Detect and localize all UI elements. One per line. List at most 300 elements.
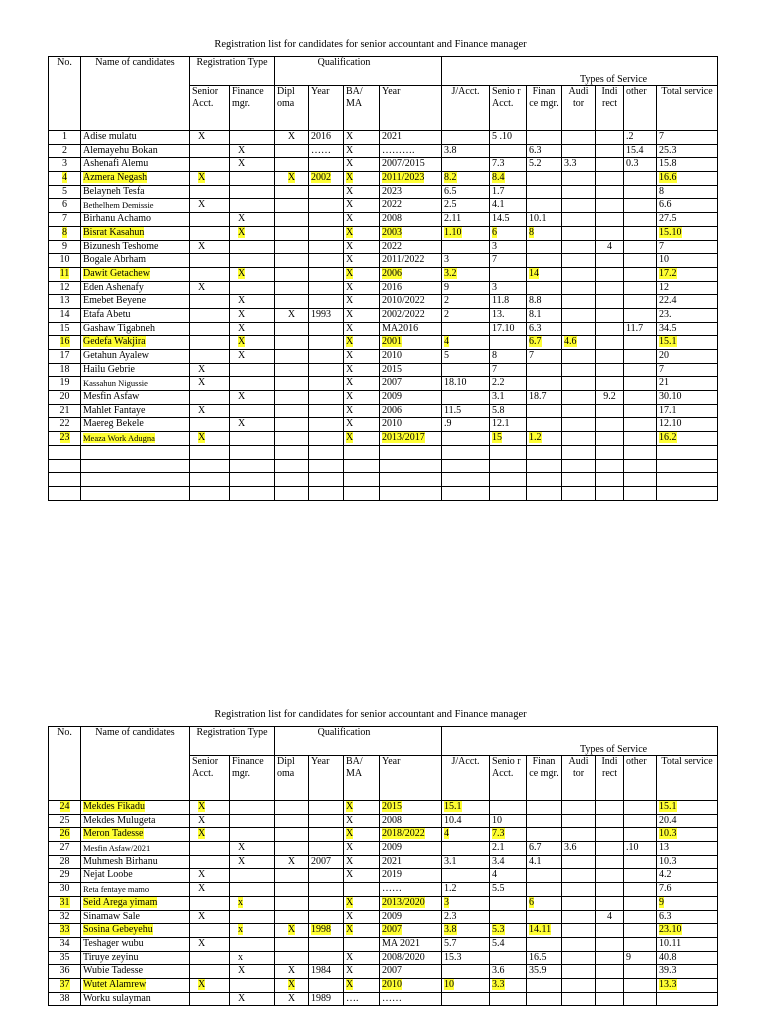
cell-senior-service: 3.3 bbox=[490, 978, 527, 992]
cell-no: 14 bbox=[49, 308, 81, 322]
cell-year-ba bbox=[380, 445, 442, 459]
cell-year bbox=[309, 445, 344, 459]
cell-no bbox=[49, 459, 81, 473]
cell-ba-ma: X bbox=[344, 158, 380, 172]
cell-senior-acct bbox=[190, 226, 230, 240]
cell-auditor bbox=[562, 322, 596, 336]
cell-other bbox=[624, 828, 657, 842]
header-senior-acct: Senior Acct. bbox=[190, 756, 230, 801]
cell-name: Ashenafi Alemu bbox=[81, 158, 190, 172]
cell-other bbox=[624, 883, 657, 897]
cell-total: 15.1 bbox=[657, 801, 718, 815]
table-row bbox=[49, 924, 718, 938]
cell-finance-mgr bbox=[230, 185, 275, 199]
cell-other bbox=[624, 336, 657, 350]
cell-finance-service bbox=[527, 404, 562, 418]
cell-auditor bbox=[562, 445, 596, 459]
cell-other bbox=[624, 937, 657, 951]
cell-year-ba: 2007 bbox=[380, 965, 442, 979]
cell-no: 15 bbox=[49, 322, 81, 336]
cell-indirect bbox=[596, 855, 624, 869]
cell-ba-ma: X bbox=[344, 213, 380, 227]
cell-indirect bbox=[596, 883, 624, 897]
header-other: other bbox=[624, 86, 657, 131]
cell-year-ba: 2009 bbox=[380, 842, 442, 856]
cell-auditor bbox=[562, 185, 596, 199]
cell-ba-ma: X bbox=[344, 322, 380, 336]
cell-total: 8 bbox=[657, 185, 718, 199]
cell-indirect bbox=[596, 801, 624, 815]
cell-no: 25 bbox=[49, 814, 81, 828]
cell-year: 1989 bbox=[309, 992, 344, 1006]
cell-senior-service: 5.5 bbox=[490, 883, 527, 897]
cell-indirect bbox=[596, 459, 624, 473]
cell-other bbox=[624, 896, 657, 910]
cell-ba-ma: X bbox=[344, 185, 380, 199]
cell-auditor bbox=[562, 295, 596, 309]
cell-other bbox=[624, 404, 657, 418]
cell-name: Sinamaw Sale bbox=[81, 910, 190, 924]
cell-finance-mgr bbox=[230, 404, 275, 418]
cell-ba-ma: X bbox=[344, 842, 380, 856]
cell-diploma bbox=[275, 363, 309, 377]
cell-finance-mgr: X bbox=[230, 992, 275, 1006]
cell-name: Adise mulatu bbox=[81, 131, 190, 145]
cell-senior-service: 3 bbox=[490, 240, 527, 254]
cell-year: 2002 bbox=[309, 172, 344, 186]
cell-finance-service bbox=[527, 418, 562, 432]
cell-no: 20 bbox=[49, 391, 81, 405]
cell-indirect bbox=[596, 418, 624, 432]
cell-year-ba: MA2016 bbox=[380, 322, 442, 336]
header-other: other bbox=[624, 756, 657, 801]
cell-name: Mahlet Fantaye bbox=[81, 404, 190, 418]
cell-finance-service bbox=[527, 910, 562, 924]
cell-finance-mgr: X bbox=[230, 213, 275, 227]
header-j-acct: J/Acct. bbox=[442, 756, 490, 801]
cell-senior-acct bbox=[190, 924, 230, 938]
cell-indirect bbox=[596, 158, 624, 172]
cell-finance-service bbox=[527, 869, 562, 883]
cell-other bbox=[624, 801, 657, 815]
cell-senior-service: 7.3 bbox=[490, 828, 527, 842]
cell-finance-mgr bbox=[230, 199, 275, 213]
cell-senior-acct bbox=[190, 486, 230, 500]
cell-senior-acct bbox=[190, 350, 230, 364]
cell-ba-ma: X bbox=[344, 172, 380, 186]
table-row bbox=[49, 158, 718, 172]
cell-indirect bbox=[596, 937, 624, 951]
cell-senior-service: 2.1 bbox=[490, 842, 527, 856]
cell-year-ba: 2010 bbox=[380, 978, 442, 992]
cell-no: 13 bbox=[49, 295, 81, 309]
header-diploma: Dipl oma bbox=[275, 756, 309, 801]
cell-name bbox=[81, 445, 190, 459]
cell-ba-ma: X bbox=[344, 336, 380, 350]
cell-year-ba: 2011/2022 bbox=[380, 254, 442, 268]
cell-year bbox=[309, 432, 344, 446]
cell-name: Maereg Bekele bbox=[81, 418, 190, 432]
cell-other bbox=[624, 459, 657, 473]
cell-j-acct: 2 bbox=[442, 295, 490, 309]
cell-year-ba: 2006 bbox=[380, 267, 442, 281]
cell-auditor bbox=[562, 828, 596, 842]
cell-finance-mgr bbox=[230, 432, 275, 446]
cell-total: 39.3 bbox=[657, 965, 718, 979]
page-title: Registration list for candidates for senior accountant and Finance manager bbox=[214, 39, 527, 50]
cell-senior-acct bbox=[190, 855, 230, 869]
table-row bbox=[49, 131, 718, 145]
cell-indirect bbox=[596, 144, 624, 158]
cell-finance-mgr bbox=[230, 937, 275, 951]
cell-name: Alemayehu Bokan bbox=[81, 144, 190, 158]
cell-other bbox=[624, 473, 657, 487]
cell-year bbox=[309, 240, 344, 254]
cell-total bbox=[657, 459, 718, 473]
cell-name: Hailu Gebrie bbox=[81, 363, 190, 377]
cell-total: 13 bbox=[657, 842, 718, 856]
cell-no: 3 bbox=[49, 158, 81, 172]
cell-name: Gashaw Tigabneh bbox=[81, 322, 190, 336]
cell-total: 16.2 bbox=[657, 432, 718, 446]
cell-no: 12 bbox=[49, 281, 81, 295]
cell-name bbox=[81, 486, 190, 500]
cell-finance-service: 7 bbox=[527, 350, 562, 364]
cell-no: 35 bbox=[49, 951, 81, 965]
cell-diploma bbox=[275, 350, 309, 364]
cell-ba-ma: X bbox=[344, 281, 380, 295]
cell-j-acct: 3.8 bbox=[442, 924, 490, 938]
cell-total: 10 bbox=[657, 254, 718, 268]
cell-auditor bbox=[562, 855, 596, 869]
cell-finance-mgr: X bbox=[230, 336, 275, 350]
table-row bbox=[49, 951, 718, 965]
table-row bbox=[49, 418, 718, 432]
cell-total: 9 bbox=[657, 896, 718, 910]
cell-senior-acct bbox=[190, 185, 230, 199]
cell-finance-service: 6.7 bbox=[527, 336, 562, 350]
table-row bbox=[49, 391, 718, 405]
cell-finance-mgr: X bbox=[230, 158, 275, 172]
cell-senior-acct bbox=[190, 951, 230, 965]
cell-no: 32 bbox=[49, 910, 81, 924]
cell-auditor bbox=[562, 240, 596, 254]
cell-senior-service: 5.4 bbox=[490, 937, 527, 951]
cell-other bbox=[624, 965, 657, 979]
cell-other bbox=[624, 350, 657, 364]
header-registration-type: Registration Type bbox=[190, 57, 275, 86]
cell-year-ba: 2007/2015 bbox=[380, 158, 442, 172]
cell-year-ba: 2006 bbox=[380, 404, 442, 418]
header-finance-mgr-service: Finan ce mgr. bbox=[527, 86, 562, 131]
cell-indirect: 9.2 bbox=[596, 391, 624, 405]
cell-year-ba: 2021 bbox=[380, 131, 442, 145]
cell-auditor bbox=[562, 473, 596, 487]
registration-block-2 bbox=[48, 708, 717, 1006]
table-row bbox=[49, 144, 718, 158]
cell-total: 34.5 bbox=[657, 322, 718, 336]
header-year: Year bbox=[309, 756, 344, 801]
cell-name: Nejat Loobe bbox=[81, 869, 190, 883]
cell-ba-ma: X bbox=[344, 240, 380, 254]
cell-indirect bbox=[596, 131, 624, 145]
cell-no: 27 bbox=[49, 842, 81, 856]
cell-ba-ma bbox=[344, 937, 380, 951]
table-row bbox=[49, 910, 718, 924]
cell-name: Azmera Negash bbox=[81, 172, 190, 186]
cell-year-ba: 2021 bbox=[380, 855, 442, 869]
cell-name: Kassahun Nigussie bbox=[81, 377, 190, 391]
cell-diploma: X bbox=[275, 978, 309, 992]
cell-senior-acct bbox=[190, 254, 230, 268]
cell-year bbox=[309, 185, 344, 199]
cell-ba-ma: X bbox=[344, 199, 380, 213]
cell-finance-mgr: x bbox=[230, 924, 275, 938]
cell-no: 7 bbox=[49, 213, 81, 227]
cell-j-acct bbox=[442, 445, 490, 459]
cell-year bbox=[309, 418, 344, 432]
cell-year-ba: 2019 bbox=[380, 869, 442, 883]
cell-finance-service bbox=[527, 473, 562, 487]
cell-j-acct bbox=[442, 459, 490, 473]
cell-diploma bbox=[275, 281, 309, 295]
cell-no: 16 bbox=[49, 336, 81, 350]
header-qualification: Qualification bbox=[275, 727, 442, 756]
cell-diploma bbox=[275, 896, 309, 910]
cell-indirect bbox=[596, 951, 624, 965]
table-row bbox=[49, 992, 718, 1006]
cell-diploma bbox=[275, 199, 309, 213]
cell-auditor: 3.6 bbox=[562, 842, 596, 856]
cell-finance-mgr: X bbox=[230, 391, 275, 405]
cell-senior-acct bbox=[190, 896, 230, 910]
cell-other bbox=[624, 377, 657, 391]
cell-indirect bbox=[596, 377, 624, 391]
cell-ba-ma: X bbox=[344, 951, 380, 965]
cell-name: Belayneh Tesfa bbox=[81, 185, 190, 199]
cell-year: …… bbox=[309, 144, 344, 158]
cell-auditor bbox=[562, 924, 596, 938]
cell-senior-acct bbox=[190, 144, 230, 158]
cell-finance-service bbox=[527, 486, 562, 500]
cell-other bbox=[624, 814, 657, 828]
cell-total: 25.3 bbox=[657, 144, 718, 158]
cell-year-ba bbox=[380, 473, 442, 487]
cell-senior-acct: X bbox=[190, 814, 230, 828]
cell-no: 37 bbox=[49, 978, 81, 992]
cell-no bbox=[49, 486, 81, 500]
cell-other: 11.7 bbox=[624, 322, 657, 336]
header-year: Year bbox=[309, 86, 344, 131]
cell-senior-acct: X bbox=[190, 172, 230, 186]
cell-year bbox=[309, 883, 344, 897]
header-finance-mgr: Finance mgr. bbox=[230, 86, 275, 131]
cell-senior-acct bbox=[190, 308, 230, 322]
cell-finance-mgr: X bbox=[230, 295, 275, 309]
cell-name: Emebet Beyene bbox=[81, 295, 190, 309]
cell-no: 17 bbox=[49, 350, 81, 364]
cell-diploma: X bbox=[275, 965, 309, 979]
header-total-service: Total service bbox=[657, 86, 718, 131]
cell-senior-service: 14.5 bbox=[490, 213, 527, 227]
cell-auditor bbox=[562, 459, 596, 473]
cell-other bbox=[624, 185, 657, 199]
cell-total: 7.6 bbox=[657, 883, 718, 897]
cell-j-acct bbox=[442, 391, 490, 405]
cell-senior-acct: X bbox=[190, 363, 230, 377]
empty-row bbox=[49, 473, 718, 487]
cell-ba-ma: X bbox=[344, 254, 380, 268]
cell-no: 33 bbox=[49, 924, 81, 938]
cell-finance-service bbox=[527, 199, 562, 213]
cell-year bbox=[309, 254, 344, 268]
cell-other: 9 bbox=[624, 951, 657, 965]
cell-j-acct: 15.1 bbox=[442, 801, 490, 815]
cell-ba-ma bbox=[344, 459, 380, 473]
registration-table-2 bbox=[48, 726, 718, 1006]
table-row bbox=[49, 267, 718, 281]
header-finance-mgr-service: Finan ce mgr. bbox=[527, 756, 562, 801]
cell-other: 15.4 bbox=[624, 144, 657, 158]
cell-year-ba bbox=[380, 459, 442, 473]
cell-no: 8 bbox=[49, 226, 81, 240]
cell-auditor bbox=[562, 377, 596, 391]
cell-ba-ma: X bbox=[344, 131, 380, 145]
cell-name: Dawit Getachew bbox=[81, 267, 190, 281]
cell-finance-service: 4.1 bbox=[527, 855, 562, 869]
cell-year bbox=[309, 978, 344, 992]
cell-auditor bbox=[562, 910, 596, 924]
cell-finance-mgr bbox=[230, 473, 275, 487]
cell-auditor bbox=[562, 965, 596, 979]
cell-other bbox=[624, 486, 657, 500]
cell-name: Wutet Alamrew bbox=[81, 978, 190, 992]
cell-indirect bbox=[596, 350, 624, 364]
table-row bbox=[49, 308, 718, 322]
cell-auditor bbox=[562, 486, 596, 500]
cell-auditor bbox=[562, 226, 596, 240]
cell-senior-service bbox=[490, 951, 527, 965]
cell-other bbox=[624, 172, 657, 186]
cell-other bbox=[624, 855, 657, 869]
cell-finance-service: 8 bbox=[527, 226, 562, 240]
cell-diploma bbox=[275, 226, 309, 240]
header-registration-type: Registration Type bbox=[190, 727, 275, 756]
cell-auditor bbox=[562, 978, 596, 992]
table-row bbox=[49, 896, 718, 910]
cell-ba-ma: X bbox=[344, 418, 380, 432]
cell-no: 18 bbox=[49, 363, 81, 377]
cell-auditor bbox=[562, 199, 596, 213]
header-auditor: Audi tor bbox=[562, 86, 596, 131]
cell-ba-ma: X bbox=[344, 432, 380, 446]
cell-year bbox=[309, 896, 344, 910]
cell-ba-ma: X bbox=[344, 391, 380, 405]
cell-j-acct bbox=[442, 322, 490, 336]
cell-senior-service bbox=[490, 801, 527, 815]
registration-table-1 bbox=[48, 56, 718, 501]
cell-no: 36 bbox=[49, 965, 81, 979]
cell-indirect bbox=[596, 267, 624, 281]
cell-finance-service bbox=[527, 240, 562, 254]
cell-name: Getahun Ayalew bbox=[81, 350, 190, 364]
cell-name: Teshager wubu bbox=[81, 937, 190, 951]
cell-auditor bbox=[562, 418, 596, 432]
cell-j-acct: 8.2 bbox=[442, 172, 490, 186]
cell-other bbox=[624, 418, 657, 432]
table-row bbox=[49, 432, 718, 446]
cell-finance-mgr: X bbox=[230, 322, 275, 336]
cell-ba-ma: X bbox=[344, 869, 380, 883]
cell-other bbox=[624, 432, 657, 446]
cell-other: .10 bbox=[624, 842, 657, 856]
cell-year bbox=[309, 828, 344, 842]
header-qualification: Qualification bbox=[275, 57, 442, 86]
cell-auditor bbox=[562, 308, 596, 322]
cell-total: 20 bbox=[657, 350, 718, 364]
cell-senior-service: 6 bbox=[490, 226, 527, 240]
header-senior-acct-service: Senio r Acct. bbox=[490, 756, 527, 801]
cell-year-ba: …… bbox=[380, 992, 442, 1006]
cell-indirect bbox=[596, 828, 624, 842]
cell-auditor bbox=[562, 144, 596, 158]
cell-auditor: 4.6 bbox=[562, 336, 596, 350]
cell-year bbox=[309, 801, 344, 815]
cell-ba-ma bbox=[344, 473, 380, 487]
cell-year-ba: 2011/2023 bbox=[380, 172, 442, 186]
cell-indirect bbox=[596, 295, 624, 309]
cell-name: Bizunesh Teshome bbox=[81, 240, 190, 254]
cell-year bbox=[309, 267, 344, 281]
cell-senior-service bbox=[490, 267, 527, 281]
cell-ba-ma: X bbox=[344, 267, 380, 281]
cell-name: Reta fentaye mamo bbox=[81, 883, 190, 897]
cell-finance-service bbox=[527, 883, 562, 897]
cell-senior-acct: X bbox=[190, 131, 230, 145]
cell-j-acct: 5 bbox=[442, 350, 490, 364]
cell-year-ba bbox=[380, 486, 442, 500]
cell-year bbox=[309, 404, 344, 418]
cell-year-ba: 2007 bbox=[380, 924, 442, 938]
cell-diploma bbox=[275, 814, 309, 828]
cell-year-ba: 2013/2017 bbox=[380, 432, 442, 446]
cell-ba-ma: X bbox=[344, 144, 380, 158]
cell-senior-service: 7 bbox=[490, 363, 527, 377]
table-row bbox=[49, 240, 718, 254]
cell-diploma bbox=[275, 951, 309, 965]
cell-total: 10.3 bbox=[657, 828, 718, 842]
cell-name: Mekdes Fikadu bbox=[81, 801, 190, 815]
cell-year: 1998 bbox=[309, 924, 344, 938]
table-row bbox=[49, 814, 718, 828]
header-ba-ma: BA/ MA bbox=[344, 86, 380, 131]
cell-year bbox=[309, 951, 344, 965]
cell-diploma: X bbox=[275, 855, 309, 869]
cell-ba-ma: X bbox=[344, 924, 380, 938]
cell-other bbox=[624, 445, 657, 459]
cell-finance-service: 14.11 bbox=[527, 924, 562, 938]
cell-senior-service: 3.4 bbox=[490, 855, 527, 869]
cell-diploma bbox=[275, 254, 309, 268]
cell-total bbox=[657, 486, 718, 500]
cell-finance-service bbox=[527, 992, 562, 1006]
cell-indirect bbox=[596, 281, 624, 295]
header-auditor: Audi tor bbox=[562, 756, 596, 801]
cell-j-acct bbox=[442, 363, 490, 377]
cell-other bbox=[624, 910, 657, 924]
table-row bbox=[49, 281, 718, 295]
header-ba-ma: BA/ MA bbox=[344, 756, 380, 801]
